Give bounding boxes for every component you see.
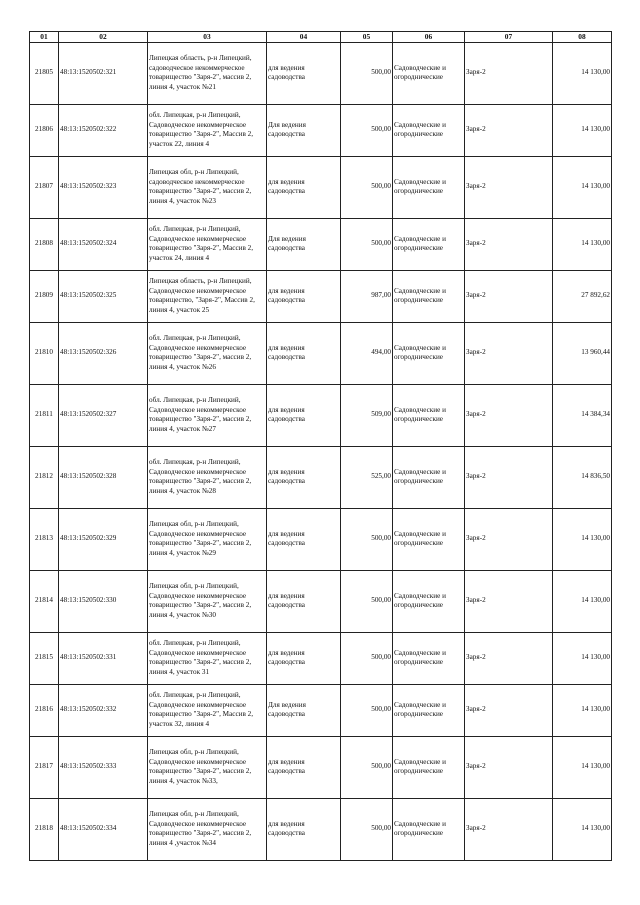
address-cell: [148, 684, 267, 736]
cadastral-value-cell: 14 130,00: [553, 156, 612, 218]
row-id-cell: 21808: [30, 218, 59, 270]
area-cell: 987,00: [341, 270, 393, 322]
address-cell: [148, 42, 267, 104]
table-row: [30, 508, 612, 570]
address-text: Липецкая обл, р-н Липецкий, Садоводческое некоммерческое товарищество "Заря-2", массив 2, линия 4, участок №33,: [149, 747, 252, 785]
cadastral-number-cell: 48:13:1520502:329: [59, 508, 148, 570]
cadastral-number-cell: 48:13:1520502:334: [59, 798, 148, 860]
address-cell: [148, 384, 267, 446]
address-cell: [148, 446, 267, 508]
area-cell: 500,00: [341, 684, 393, 736]
locality-cell: Заря-2: [465, 736, 553, 798]
area-cell: 500,00: [341, 632, 393, 684]
table-row: [30, 384, 612, 446]
cadastral-value-cell: 14 130,00: [553, 570, 612, 632]
land-use-cell: для ведения садоводства: [267, 322, 341, 384]
column-header: 06: [393, 32, 465, 43]
table-header-row: [30, 32, 612, 43]
area-cell: 500,00: [341, 156, 393, 218]
table-row: [30, 104, 612, 156]
locality-cell: Заря-2: [465, 384, 553, 446]
locality-cell: Заря-2: [465, 104, 553, 156]
row-id-cell: 21817: [30, 736, 59, 798]
table-row: [30, 322, 612, 384]
locality-cell: Заря-2: [465, 446, 553, 508]
land-use-cell: для ведения садоводства: [267, 736, 341, 798]
table-row: [30, 156, 612, 218]
table-row: [30, 42, 612, 104]
cadastral-number-cell: 48:13:1520502:330: [59, 570, 148, 632]
land-use-cell: для ведения садоводства: [267, 156, 341, 218]
address-cell: [148, 322, 267, 384]
table-row: [30, 736, 612, 798]
cadastral-value-cell: 14 836,50: [553, 446, 612, 508]
cadastral-value-cell: 27 892,62: [553, 270, 612, 322]
address-text: Липецкая обл, р-н Липецкий, садоводческое некоммерческое товарищество "Заря-2", массив 2, линия 4, участок №23: [149, 167, 252, 205]
area-cell: 500,00: [341, 736, 393, 798]
land-use-cell: для ведения садоводства: [267, 446, 341, 508]
category-cell: Садоводческие и огороднические: [393, 104, 465, 156]
area-cell: 525,00: [341, 446, 393, 508]
row-id-cell: 21818: [30, 798, 59, 860]
row-id-cell: 21806: [30, 104, 59, 156]
category-cell: Садоводческие и огороднические: [393, 508, 465, 570]
cadastral-value-cell: 14 130,00: [553, 632, 612, 684]
table-row: [30, 798, 612, 860]
cadastral-number-cell: 48:13:1520502:326: [59, 322, 148, 384]
address-cell: [148, 632, 267, 684]
area-cell: 500,00: [341, 570, 393, 632]
category-cell: Садоводческие и огороднические: [393, 570, 465, 632]
category-cell: Садоводческие и огороднические: [393, 798, 465, 860]
row-id-cell: 21812: [30, 446, 59, 508]
column-header: 08: [553, 32, 612, 43]
area-cell: 509,00: [341, 384, 393, 446]
row-id-cell: 21811: [30, 384, 59, 446]
category-cell: Садоводческие и огороднические: [393, 684, 465, 736]
cadastral-number-cell: 48:13:1520502:328: [59, 446, 148, 508]
address-cell: [148, 270, 267, 322]
address-text: обл. Липецкая, р-н Липецкий, Садоводческое некоммерческое товарищество "Заря-2", Массив 2, участок 32, линия 4: [149, 690, 254, 728]
address-cell: [148, 570, 267, 632]
table-row: [30, 570, 612, 632]
land-use-cell: Для ведения садоводства: [267, 684, 341, 736]
locality-cell: Заря-2: [465, 322, 553, 384]
cadastral-number-cell: 48:13:1520502:325: [59, 270, 148, 322]
register-table: [29, 31, 612, 861]
address-text: обл. Липецкая, р-н Липецкий, Садоводческое некоммерческое товарищество "Заря-2", массив 2, линия 4, участок 31: [149, 638, 252, 676]
address-cell: [148, 798, 267, 860]
land-use-cell: Для ведения садоводства: [267, 218, 341, 270]
cadastral-number-cell: 48:13:1520502:324: [59, 218, 148, 270]
locality-cell: Заря-2: [465, 508, 553, 570]
locality-cell: Заря-2: [465, 156, 553, 218]
cadastral-number-cell: 48:13:1520502:327: [59, 384, 148, 446]
column-header: 03: [148, 32, 267, 43]
address-cell: [148, 156, 267, 218]
land-use-cell: для ведения садоводства: [267, 632, 341, 684]
row-id-cell: 21814: [30, 570, 59, 632]
category-cell: Садоводческие и огороднические: [393, 270, 465, 322]
address-text: обл. Липецкая, р-н Липецкий, Садоводческое некоммерческое товарищество "Заря-2", Массив 2, участок 24, линия 4: [149, 224, 254, 262]
land-use-cell: для ведения садоводства: [267, 508, 341, 570]
category-cell: Садоводческие и огороднические: [393, 446, 465, 508]
locality-cell: Заря-2: [465, 218, 553, 270]
locality-cell: Заря-2: [465, 270, 553, 322]
row-id-cell: 21813: [30, 508, 59, 570]
table-row: [30, 218, 612, 270]
address-cell: [148, 736, 267, 798]
cadastral-value-cell: 13 960,44: [553, 322, 612, 384]
row-id-cell: 21809: [30, 270, 59, 322]
address-text: Липецкая обл, р-н Липецкий, Садоводческое некоммерческое товарищество "Заря-2", массив 2, линия 4 ,участок №34: [149, 809, 252, 847]
address-text: Липецкая обл, р-н Липецкий, Садоводческое некоммерческое товарищество "Заря-2", массив 2, линия 4, участок №29: [149, 519, 252, 557]
category-cell: Садоводческие и огороднические: [393, 632, 465, 684]
category-cell: Садоводческие и огороднические: [393, 42, 465, 104]
locality-cell: Заря-2: [465, 570, 553, 632]
address-text: обл. Липецкая, р-н Липецкий, Садоводческое некоммерческое товарищество "Заря-2", массив 2, линия 4, участок №26: [149, 333, 252, 371]
row-id-cell: 21805: [30, 42, 59, 104]
land-use-cell: для ведения садоводства: [267, 798, 341, 860]
land-use-cell: Для ведения садоводства: [267, 104, 341, 156]
address-cell: [148, 104, 267, 156]
address-text: Липецкая область, р-н Липецкий, садоводческое некоммерческое товарищество "Заря-2", массив 2, линия 4, участок №21: [149, 53, 252, 91]
land-use-cell: для ведения садоводства: [267, 42, 341, 104]
land-use-cell: для ведения садоводства: [267, 384, 341, 446]
address-cell: [148, 218, 267, 270]
category-cell: Садоводческие и огороднические: [393, 218, 465, 270]
cadastral-value-cell: 14 130,00: [553, 684, 612, 736]
row-id-cell: 21815: [30, 632, 59, 684]
row-id-cell: 21810: [30, 322, 59, 384]
table-row: [30, 632, 612, 684]
locality-cell: Заря-2: [465, 632, 553, 684]
land-use-cell: для ведения садоводства: [267, 570, 341, 632]
land-use-cell: для ведения садоводства: [267, 270, 341, 322]
column-header: 04: [267, 32, 341, 43]
area-cell: 494,00: [341, 322, 393, 384]
area-cell: 500,00: [341, 104, 393, 156]
cadastral-value-cell: 14 384,34: [553, 384, 612, 446]
address-text: обл. Липецкая, р-н Липецкий, Садоводческое некоммерческое товарищество "Заря-2", массив 2, линия 4, участок №27: [149, 395, 252, 433]
row-id-cell: 21807: [30, 156, 59, 218]
category-cell: Садоводческие и огороднические: [393, 736, 465, 798]
address-text: обл. Липецкая, р-н Липецкий, Садоводческое некоммерческое товарищество "Заря-2", Массив 2, участок 22, линия 4: [149, 110, 254, 148]
locality-cell: Заря-2: [465, 798, 553, 860]
address-text: обл. Липецкая, р-н Липецкий, Садоводческое некоммерческое товарищество "Заря-2", массив 2, линия 4, участок №28: [149, 457, 252, 495]
address-cell: [148, 508, 267, 570]
area-cell: 500,00: [341, 218, 393, 270]
table-row: [30, 684, 612, 736]
locality-cell: Заря-2: [465, 684, 553, 736]
category-cell: Садоводческие и огороднические: [393, 156, 465, 218]
table-row: [30, 270, 612, 322]
address-text: Липецкая обл, р-н Липецкий, Садоводческое некоммерческое товарищество "Заря-2", массив 2, линия 4, участок №30: [149, 581, 252, 619]
address-text: Липецкая область, р-н Липецкий, Садоводческое некоммерческое товарищество, "Заря-2", Массив 2, линия 4, участок 25: [149, 276, 255, 314]
cadastral-number-cell: 48:13:1520502:323: [59, 156, 148, 218]
land-plot-register: [29, 31, 611, 861]
column-header: 02: [59, 32, 148, 43]
column-header: 07: [465, 32, 553, 43]
category-cell: Садоводческие и огороднические: [393, 384, 465, 446]
cadastral-value-cell: 14 130,00: [553, 798, 612, 860]
cadastral-number-cell: 48:13:1520502:333: [59, 736, 148, 798]
cadastral-value-cell: 14 130,00: [553, 104, 612, 156]
area-cell: 500,00: [341, 42, 393, 104]
cadastral-value-cell: 14 130,00: [553, 218, 612, 270]
cadastral-number-cell: 48:13:1520502:331: [59, 632, 148, 684]
category-cell: Садоводческие и огороднические: [393, 322, 465, 384]
cadastral-number-cell: 48:13:1520502:332: [59, 684, 148, 736]
area-cell: 500,00: [341, 798, 393, 860]
cadastral-value-cell: 14 130,00: [553, 42, 612, 104]
column-header: 01: [30, 32, 59, 43]
area-cell: 500,00: [341, 508, 393, 570]
locality-cell: Заря-2: [465, 42, 553, 104]
cadastral-value-cell: 14 130,00: [553, 736, 612, 798]
cadastral-number-cell: 48:13:1520502:322: [59, 104, 148, 156]
column-header: 05: [341, 32, 393, 43]
cadastral-value-cell: 14 130,00: [553, 508, 612, 570]
table-row: [30, 446, 612, 508]
row-id-cell: 21816: [30, 684, 59, 736]
cadastral-number-cell: 48:13:1520502:321: [59, 42, 148, 104]
